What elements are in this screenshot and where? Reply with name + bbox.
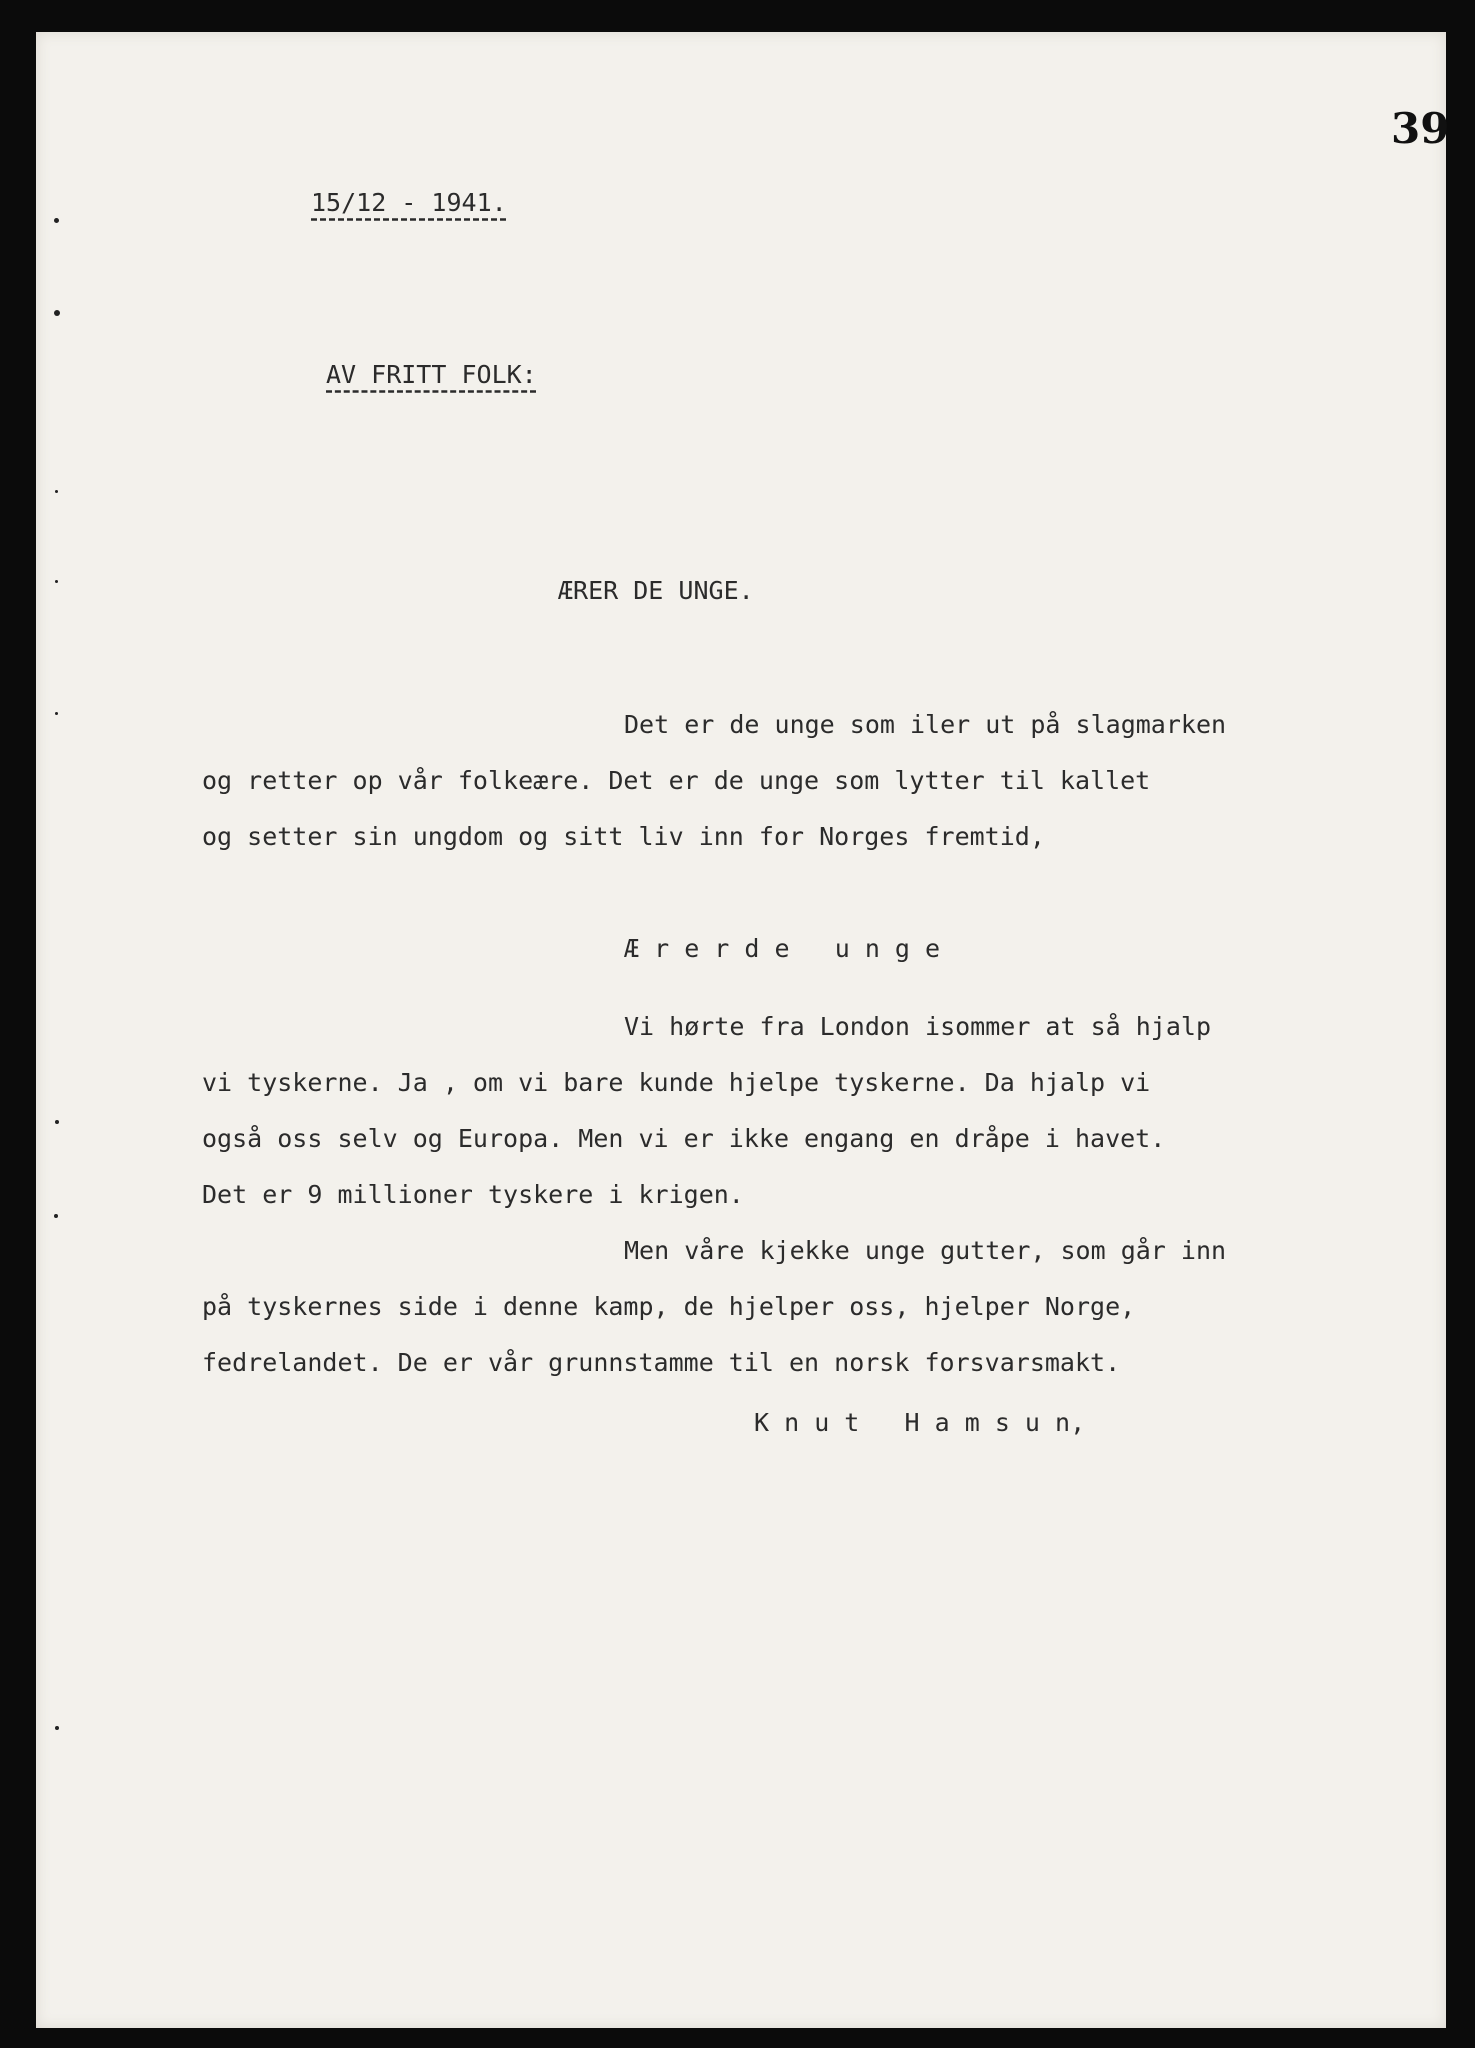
speck [55,712,58,715]
signature: K n u t H a m s u n, [754,1408,1086,1437]
paragraph-2-line-2: vi tyskerne. Ja , om vi bare kunde hjelpe tyskerne. Da hjalp vi [202,1068,1151,1097]
speck [55,1726,59,1730]
subheading: Æ r e r d e u n g e [624,934,941,963]
page-number: 39 [1391,104,1450,153]
paragraph-1-line-2: og retter op vår folkeære. Det er de unge som lytter til kallet [202,766,1151,795]
speck [55,1120,59,1124]
speck [55,580,58,583]
speck [55,490,58,493]
typed-page [36,32,1450,2028]
paragraph-1-line-3: og setter sin ungdom og sitt liv inn for Norges fremtid, [202,822,1045,851]
paragraph-3-line-2: på tyskernes side i denne kamp, de hjelper oss, hjelper Norge, [202,1292,1136,1321]
paragraph-2-line-4: Det er 9 millioner tyskere i krigen. [202,1180,744,1209]
speck [54,310,60,316]
paragraph-2-line-3: også oss selv og Europa. Men vi er ikke engang en dråpe i havet. [202,1124,1166,1153]
paragraph-3-line-1: Men våre kjekke unge gutter, som går inn [624,1236,1227,1265]
paragraph-1-line-1: Det er de unge som iler ut på slagmarken [624,710,1227,739]
speck [54,218,59,223]
article-title: ÆRER DE UNGE. [558,576,754,605]
paragraph-3-line-3: fedrelandet. De er vår grunnstamme til en norsk forsvarsmakt. [202,1348,1121,1377]
speck [54,1214,58,1218]
date-line: 15/12 - 1941. [311,188,507,217]
paragraph-2-line-1: Vi hørte fra London isommer at så hjalp [624,1012,1211,1041]
source-line: AV FRITT FOLK: [326,360,537,389]
